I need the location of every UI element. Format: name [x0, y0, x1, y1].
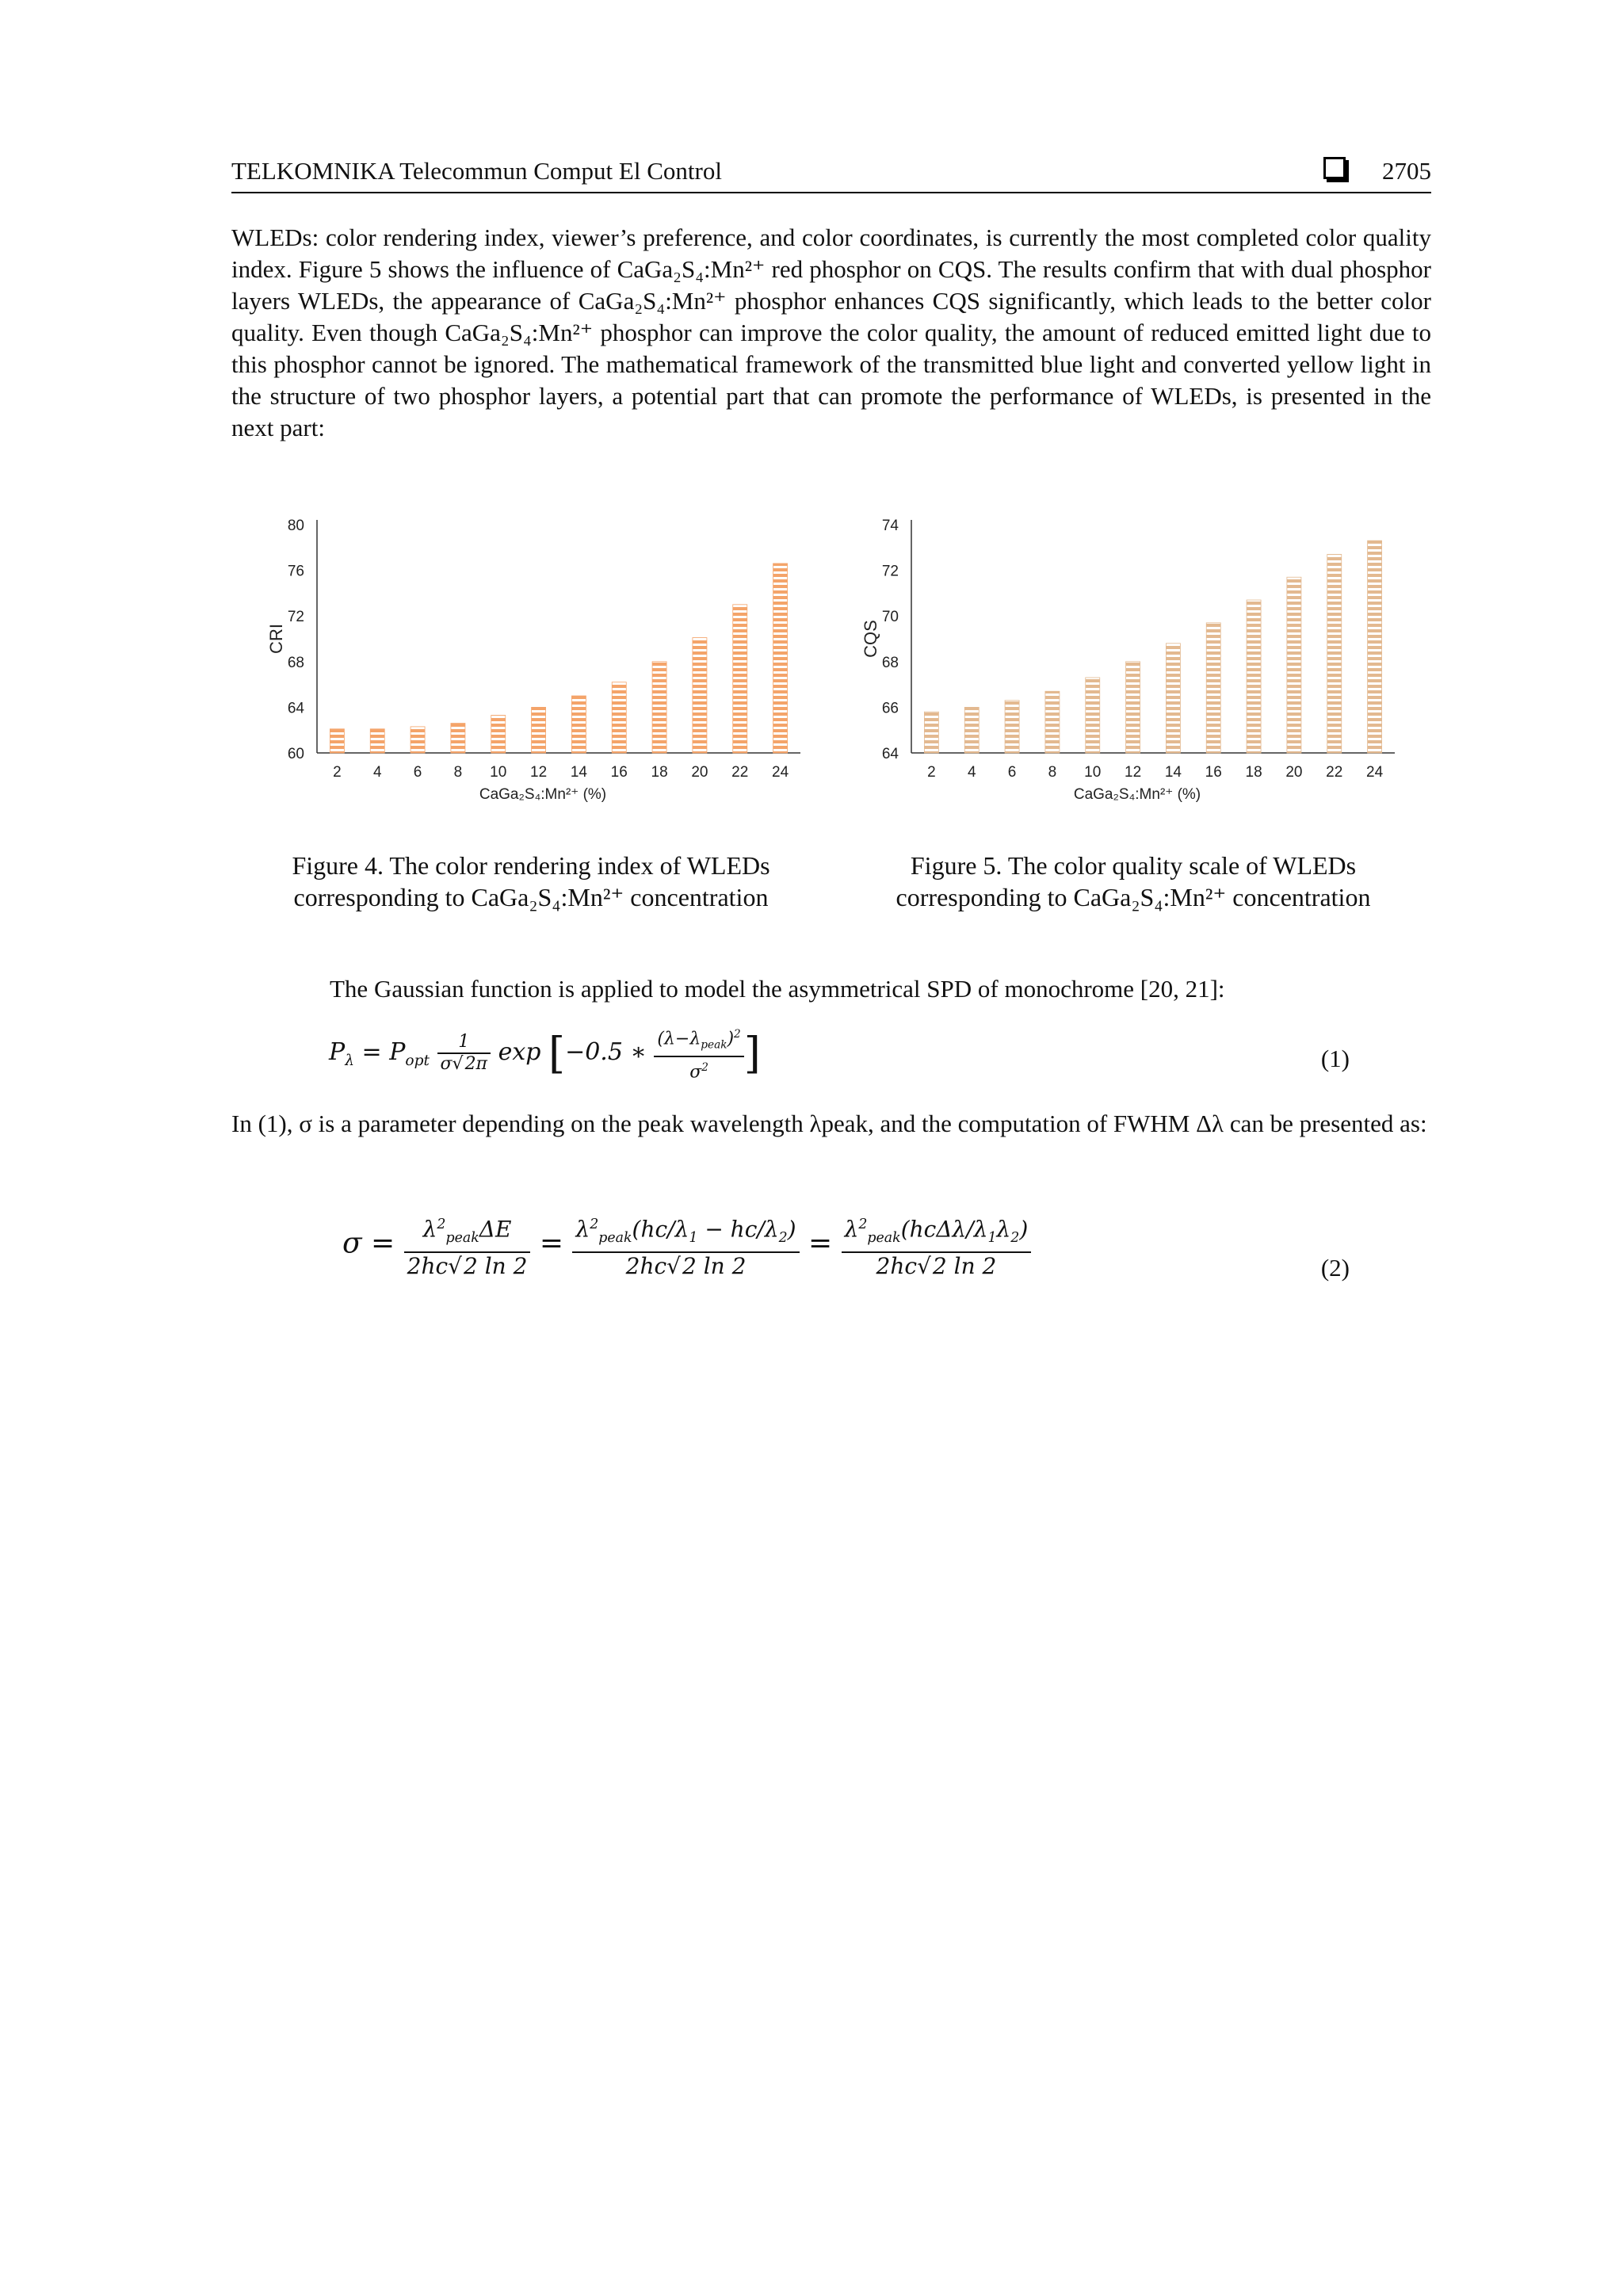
- equation-1-number: (1): [1320, 1045, 1350, 1072]
- x-tick-label: 12: [1125, 764, 1142, 781]
- x-tick-label: 22: [731, 764, 749, 781]
- x-axis-label: CaGa₂S₄:Mn²⁺ (%): [1073, 786, 1201, 803]
- x-tick-label: 18: [1245, 764, 1262, 781]
- y-tick-label: 64: [287, 700, 304, 717]
- x-tick-label: 14: [570, 764, 587, 781]
- bar: [1368, 541, 1382, 753]
- x-tick-label: 20: [691, 764, 708, 781]
- equation-1: $P_\lambda = P_{opt}$ $\frac{1}{\sigma√2\pi}$ exp [−0.5 ∗ $\frac{(\lambda-\lambda_{peak})^2}{\sigma^2}$ ]: [329, 1024, 761, 1083]
- x-tick-label: 12: [530, 764, 548, 781]
- bar: [1126, 662, 1140, 753]
- y-tick-label: 60: [287, 746, 304, 762]
- x-tick-label: 10: [490, 764, 507, 781]
- y-tick-label: 74: [881, 518, 899, 534]
- bar: [1166, 644, 1180, 753]
- y-axis-label: CRI: [266, 624, 286, 654]
- figure-4-caption-line-2: corresponding to CaGa₂S₄:Mn²⁺ concentration: [293, 883, 769, 911]
- x-tick-label: 20: [1285, 764, 1303, 781]
- y-tick-label: 64: [881, 746, 899, 762]
- body-paragraph-1: WLEDs: color rendering index, viewer’s preference, and color coordinates, is currently the most completed color quality index. Figure 5 shows the influence of CaGa₂S₄:Mn²⁺ red phosphor on CQS. The results confirm that with dual phosphor layers WLEDs, the appearance of CaGa₂S₄:Mn²⁺ phosphor enhances CQS significantly, which leads to the better color quality. Even though CaGa₂S₄:Mn²⁺ phosphor can improve the color quality, the amount of reduced emitted light due to this phosphor cannot be ignored. The mathematical framework of the transmitted blue light and converted yellow light in the structure of two phosphor layers, a potential part that can promote the performance of WLEDs, is presented in the next part:: [231, 223, 1431, 441]
- figure-5-chart: [848, 507, 1419, 812]
- y-tick-label: 66: [881, 700, 899, 717]
- page-header: [231, 155, 1431, 193]
- figure-5-caption: [872, 850, 1395, 913]
- x-tick-label: 24: [1366, 764, 1384, 781]
- figure-5-caption-line-2: corresponding to CaGa₂S₄:Mn²⁺ concentration: [896, 883, 1371, 911]
- x-tick-label: 10: [1084, 764, 1102, 781]
- bar: [693, 638, 707, 753]
- x-tick-label: 8: [453, 764, 463, 781]
- cqs-bar-chart: [848, 507, 1419, 808]
- journal-name: TELKOMNIKA Telecommun Comput El Control: [231, 157, 722, 185]
- bar: [1287, 577, 1301, 753]
- body-paragraph-2: The Gaussian function is applied to model the asymmetrical SPD of monochrome [20, 21]:: [330, 975, 1225, 1003]
- bar: [1086, 678, 1100, 753]
- bar: [1327, 554, 1342, 753]
- bar: [1045, 691, 1060, 753]
- bar: [733, 605, 747, 753]
- figure-5-caption-line-1: Figure 5. The color quality scale of WLEDs: [910, 851, 1357, 880]
- bar: [964, 707, 979, 753]
- x-tick-label: 18: [651, 764, 668, 781]
- x-tick-label: 14: [1164, 764, 1182, 781]
- y-tick-label: 68: [881, 654, 899, 671]
- body-paragraph-3: In (1), σ is a parameter depending on the peak wavelength λpeak, and the computation of FWHM Δλ can be presented as:: [231, 1110, 1427, 1137]
- bar: [773, 563, 788, 753]
- x-tick-label: 24: [772, 764, 789, 781]
- y-tick-label: 68: [287, 654, 304, 671]
- cri-bar-chart: [254, 507, 824, 808]
- square-icon: [1323, 157, 1346, 179]
- bar: [411, 727, 425, 753]
- x-axis-label: CaGa₂S₄:Mn²⁺ (%): [479, 786, 607, 803]
- bar: [1005, 701, 1019, 753]
- y-tick-label: 72: [881, 563, 899, 580]
- figure-4-chart: [254, 507, 824, 812]
- figure-4-caption: [269, 850, 792, 913]
- figure-4-caption-line-1: Figure 4. The color rendering index of WLEDs: [292, 851, 770, 880]
- y-tick-label: 72: [287, 609, 304, 626]
- bar: [612, 682, 626, 753]
- bar: [491, 715, 506, 753]
- bar: [1206, 623, 1220, 753]
- equation-2: σ = $\frac{\lambda^2_{peak}\Delta E}{2hc√2 \ln 2}$ = $\frac{\lambda^2_{peak}(hc/\lambda_1 - hc/\lambda_2)}{2hc√2 \ln 2}$ = $\frac{\lambda^2_{peak}(hc\Delta\lambda/\lambda_1\lambda_2)}{2hc√2 \ln 2}$: [342, 1211, 1031, 1280]
- bar: [330, 729, 344, 753]
- x-tick-label: 16: [610, 764, 628, 781]
- x-tick-label: 22: [1326, 764, 1343, 781]
- bar: [370, 729, 384, 753]
- page-number: 2705: [1382, 157, 1431, 185]
- y-tick-label: 70: [881, 609, 899, 626]
- bar: [571, 696, 586, 753]
- bar: [532, 707, 546, 753]
- y-axis-label: CQS: [861, 620, 880, 658]
- x-tick-label: 6: [413, 764, 422, 781]
- x-tick-label: 8: [1048, 764, 1057, 781]
- bar: [1247, 600, 1261, 753]
- x-tick-label: 16: [1205, 764, 1222, 781]
- x-tick-label: 4: [967, 764, 976, 781]
- equation-2-number: (2): [1320, 1254, 1350, 1282]
- x-tick-label: 6: [1007, 764, 1017, 781]
- bar: [451, 724, 465, 753]
- bar: [924, 712, 938, 753]
- x-tick-label: 2: [333, 764, 342, 781]
- y-tick-label: 76: [287, 563, 304, 580]
- x-tick-label: 2: [927, 764, 936, 781]
- bar: [652, 662, 666, 753]
- y-tick-label: 80: [287, 518, 304, 534]
- x-tick-label: 4: [372, 764, 382, 781]
